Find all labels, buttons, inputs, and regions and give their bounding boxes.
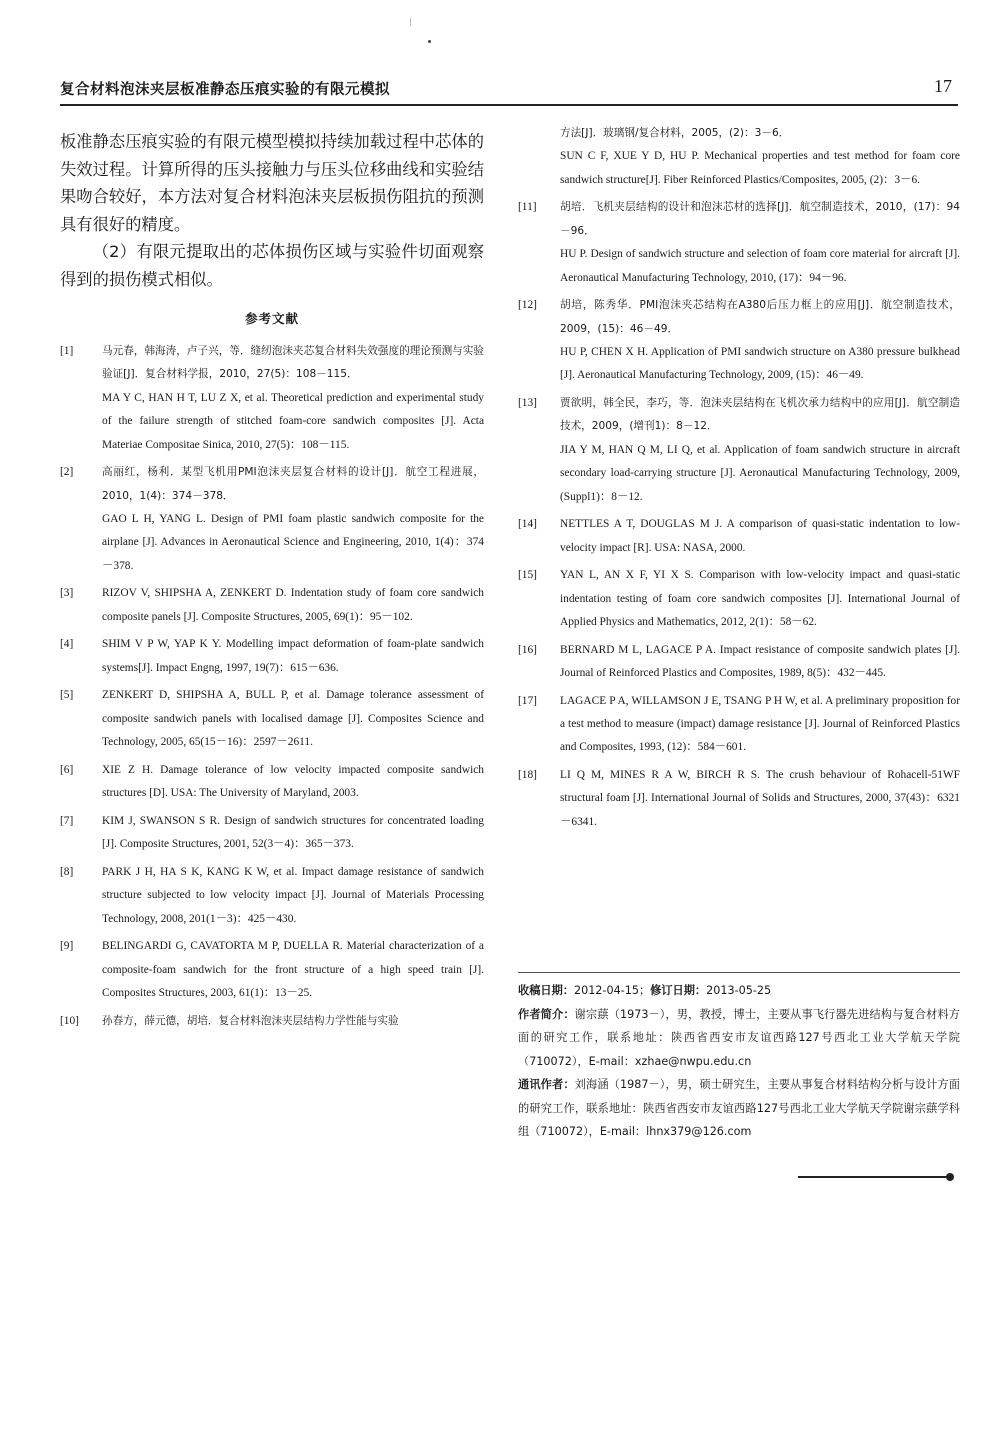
reference-item xyxy=(60,759,484,806)
reference-english: JIA Y M, HAN Q M, LI Q, et al. Application of foam sandwich structure in aircraft secondary load-carrying structure [J]. Aeronautical Manufacturing Technology, 2009, (Suppl1)：8－12. xyxy=(560,443,960,503)
reference-number: [6] xyxy=(60,763,74,776)
reference-item xyxy=(518,392,960,509)
page-number: 17 xyxy=(934,76,952,96)
reference-item xyxy=(518,764,960,834)
reference-chinese: 高丽红，杨利．某型飞机用PMI泡沫夹层复合材料的设计[J]．航空工程进展，2010，1(4)：374－378． xyxy=(102,466,484,502)
reference-number: [13] xyxy=(518,397,537,410)
reference-item xyxy=(60,935,484,1005)
right-column xyxy=(518,122,960,838)
reference-item xyxy=(60,340,484,457)
reference-list xyxy=(60,340,484,1033)
reference-item xyxy=(60,1010,484,1033)
reference-chinese: 胡培．飞机夹层结构的设计和泡沫芯材的选择[J]．航空制造技术，2010，(17)：94－96． xyxy=(560,201,960,237)
reference-english: NETTLES A T, DOUGLAS M J. A comparison of quasi-static indentation to low-velocity impact [R]. USA: NASA, 2000. xyxy=(560,518,960,554)
reference-body xyxy=(560,690,960,760)
scan-speck xyxy=(410,18,411,26)
reference-number: [12] xyxy=(518,299,537,312)
reference-body xyxy=(102,759,484,806)
scan-speck xyxy=(428,40,431,43)
reference-body xyxy=(560,564,960,634)
reference-english: SHIM V P W, YAP K Y. Modelling impact deformation of foam-plate sandwich systems[J]. Impact Engng, 1997, 19(7)：615－636. xyxy=(102,638,484,674)
reference-number: [10] xyxy=(60,1014,79,1027)
reference-number xyxy=(518,122,560,192)
reference-number: [8] xyxy=(60,865,74,878)
reference-item xyxy=(60,461,484,578)
author-label: 作者简介： xyxy=(518,1007,575,1021)
body-paragraph: （2）有限元提取出的芯体损伤区域与实验件切面观察得到的损伤模式相似。 xyxy=(60,242,484,289)
reference-english: HU P. Design of sandwich structure and selection of foam core material for aircraft [J]. Aeronautical Manufacturing Technology, 2010, (17)：94－96. xyxy=(560,248,960,284)
reference-list xyxy=(518,122,960,834)
reference-english: LI Q M, MINES R A W, BIRCH R S. The crush behaviour of Rohacell-51WF structural foam [J]. International Journal of Solids and Structures, 2000, 37(43)：6321－6341. xyxy=(560,769,960,828)
reference-item xyxy=(518,196,960,290)
reference-body xyxy=(102,340,484,457)
reference-item xyxy=(60,861,484,931)
reference-number: [9] xyxy=(60,940,74,953)
reference-english: RIZOV V, SHIPSHA A, ZENKERT D. Indentation study of foam core sandwich composite panels [J]. Composite Structures, 2005, 69(1)：95－102. xyxy=(102,587,484,623)
reference-english: GAO L H, YANG L. Design of PMI foam plastic sandwich composite for the airplane [J]. Advances in Aeronautical Science and Engineering, 2010, 1(4)：374－378. xyxy=(102,513,484,572)
reference-body xyxy=(560,764,960,834)
reference-body xyxy=(560,392,960,509)
reference-body xyxy=(102,582,484,629)
reference-english: YAN L, AN X F, YI X S. Comparison with low-velocity impact and quasi-static indentation testing of foam core sandwich composites [J]. International Journal of Applied Physics and Mathematics, 2012, 2(1)：58－62. xyxy=(560,569,960,629)
reference-english: SUN C F, XUE Y D, HU P. Mechanical properties and test method for foam core sandwich structure[J]. Fiber Reinforced Plastics/Composites, 2005, (2)：3－6. xyxy=(560,150,960,186)
received-note xyxy=(518,979,960,1003)
reference-number: [15] xyxy=(518,569,537,582)
reference-english: KIM J, SWANSON S R. Design of sandwich structures for concentrated loading [J]. Composite Structures, 2001, 52(3－4)：365－373. xyxy=(102,814,484,851)
reference-body xyxy=(102,633,484,680)
revised-date: 2013-05-25 xyxy=(706,984,772,997)
reference-english: LAGACE P A, WILLAMSON J E, TSANG P H W, et al. A preliminary proposition for a test method to measure (impact) damage resistance [J]. Journal of Reinforced Plastics and Composites, 1993, (12)：584－601. xyxy=(560,694,960,754)
received-date: 2012-04-15； xyxy=(573,984,651,997)
reference-number: [1] xyxy=(60,345,74,357)
reference-chinese: 孙春方，薛元德，胡培．复合材料泡沫夹层结构力学性能与实验 xyxy=(102,1014,399,1027)
reference-number: [2] xyxy=(60,466,74,479)
end-mark xyxy=(946,1173,954,1181)
author-note xyxy=(518,1003,960,1074)
running-title: 复合材料泡沫夹层板准静态压痕实验的有限元模拟 xyxy=(60,82,390,98)
reference-english: ZENKERT D, SHIPSHA A, BULL P, et al. Damage tolerance assessment of composite sandwich panels with localised damage [J]. Composites Science and Technology, 2005, 65(15－16)：2597－2611. xyxy=(102,689,484,749)
reference-body xyxy=(560,513,960,560)
reference-item xyxy=(60,684,484,754)
received-label: 收稿日期： xyxy=(518,984,574,997)
reference-item xyxy=(518,564,960,634)
reference-body xyxy=(560,196,960,290)
reference-chinese: 马元春，韩海涛，卢子兴，等．缝纫泡沫夹芯复合材料失效强度的理论预测与实验验证[J]．复合材料学报，2010，27(5)：108－115． xyxy=(102,345,484,381)
author-text: 谢宗蕻（1973－），男，教授，博士，主要从事飞行器先进结构与复合材料方面的研究工作，联系地址：陕西省西安市友谊西路127号西北工业大学航天学院（710072），E-mail：xzhae@nwpu.edu.cn xyxy=(518,1007,960,1068)
reference-item xyxy=(60,810,484,857)
reference-body xyxy=(560,639,960,686)
reference-body xyxy=(102,861,484,931)
reference-english: XIE Z H. Damage tolerance of low velocity impacted composite sandwich structures [D]. USA: The University of Maryland, 2003. xyxy=(102,763,484,800)
end-rule xyxy=(798,1176,950,1178)
reference-english: MA Y C, HAN H T, LU Z X, et al. Theoretical prediction and experimental study of the failure strength of stitched foam-core sandwich composites [J]. Acta Materiae Compositae Sinica, 2010, 27(5)：108－115. xyxy=(102,391,484,451)
reference-number: [17] xyxy=(518,694,537,707)
reference-english: BELINGARDI G, CAVATORTA M P, DUELLA R. Material characterization of a composite-foam sandwich for the front structure of a high speed train [J]. Composites Structures, 2003, 61(1)：13－25. xyxy=(102,940,484,1000)
reference-body xyxy=(560,122,960,192)
reference-english: BERNARD M L, LAGACE P A. Impact resistance of composite sandwich plates [J]. Journal of Reinforced Plastics and Composites, 1989, 8(5)：432－445. xyxy=(560,643,960,680)
reference-number: [5] xyxy=(60,689,74,702)
reference-body xyxy=(102,1010,484,1033)
reference-number: [18] xyxy=(518,769,537,782)
body-paragraph: 板准静态压痕实验的有限元模型模拟持续加载过程中芯体的失效过程。计算所得的压头接触力与压头位移曲线和实验结果吻合较好，本方法对复合材料泡沫夹层板损伤阻抗的预测具有很好的精度。 xyxy=(60,132,484,234)
reference-body xyxy=(102,461,484,578)
reference-item xyxy=(518,690,960,760)
reference-body xyxy=(102,684,484,754)
references-heading: 参考文献 xyxy=(244,311,299,326)
reference-item xyxy=(518,513,960,560)
corresponding-label: 通讯作者： xyxy=(518,1078,575,1091)
reference-item xyxy=(518,639,960,686)
reference-english: HU P, CHEN X H. Application of PMI sandwich structure on A380 pressure bulkhead [J]. Aeronautical Manufacturing Technology, 2009, (15)：46－49. xyxy=(560,346,960,382)
reference-body xyxy=(560,294,960,388)
reference-body xyxy=(102,935,484,1005)
reference-number: [4] xyxy=(60,638,74,651)
reference-item xyxy=(60,633,484,680)
reference-chinese: 胡培，陈秀华．PMI泡沫夹芯结构在A380后压力框上的应用[J]．航空制造技术，2009，(15)：46－49． xyxy=(560,299,960,335)
reference-number: [7] xyxy=(60,814,74,827)
reference-chinese: 贾欲明，韩全民，李巧，等．泡沫夹层结构在飞机次承力结构中的应用[J]．航空制造技术，2009，(增刊1)：8－12． xyxy=(560,397,960,433)
left-column xyxy=(60,128,484,1037)
reference-english: PARK J H, HA S K, KANG K W, et al. Impact damage resistance of sandwich structure subjected to low velocity impact [J]. Journal of Materials Processing Technology, 2008, 201(1－3)：425－430. xyxy=(102,865,484,925)
reference-number: [16] xyxy=(518,643,537,656)
corresponding-text: 刘海涵（1987－），男，硕士研究生，主要从事复合材料结构分析与设计方面的研究工作，联系地址：陕西省西安市友谊西路127号西北工业大学航天学院谢宗蕻学科组（710072），E-mail：lhnx379@126.com xyxy=(518,1078,960,1138)
reference-number: [11] xyxy=(518,201,537,214)
reference-chinese: 方法[J]．玻璃钢/复合材料，2005，(2)：3－6． xyxy=(560,127,790,139)
page-header xyxy=(60,78,958,106)
reference-item xyxy=(518,122,960,192)
reference-body xyxy=(102,810,484,857)
reference-item xyxy=(60,582,484,629)
corresponding-note xyxy=(518,1073,960,1144)
reference-number: [3] xyxy=(60,587,74,600)
reference-number: [14] xyxy=(518,518,537,531)
reference-item xyxy=(518,294,960,388)
footnotes xyxy=(518,972,960,1144)
revised-label: 修订日期： xyxy=(650,984,707,997)
